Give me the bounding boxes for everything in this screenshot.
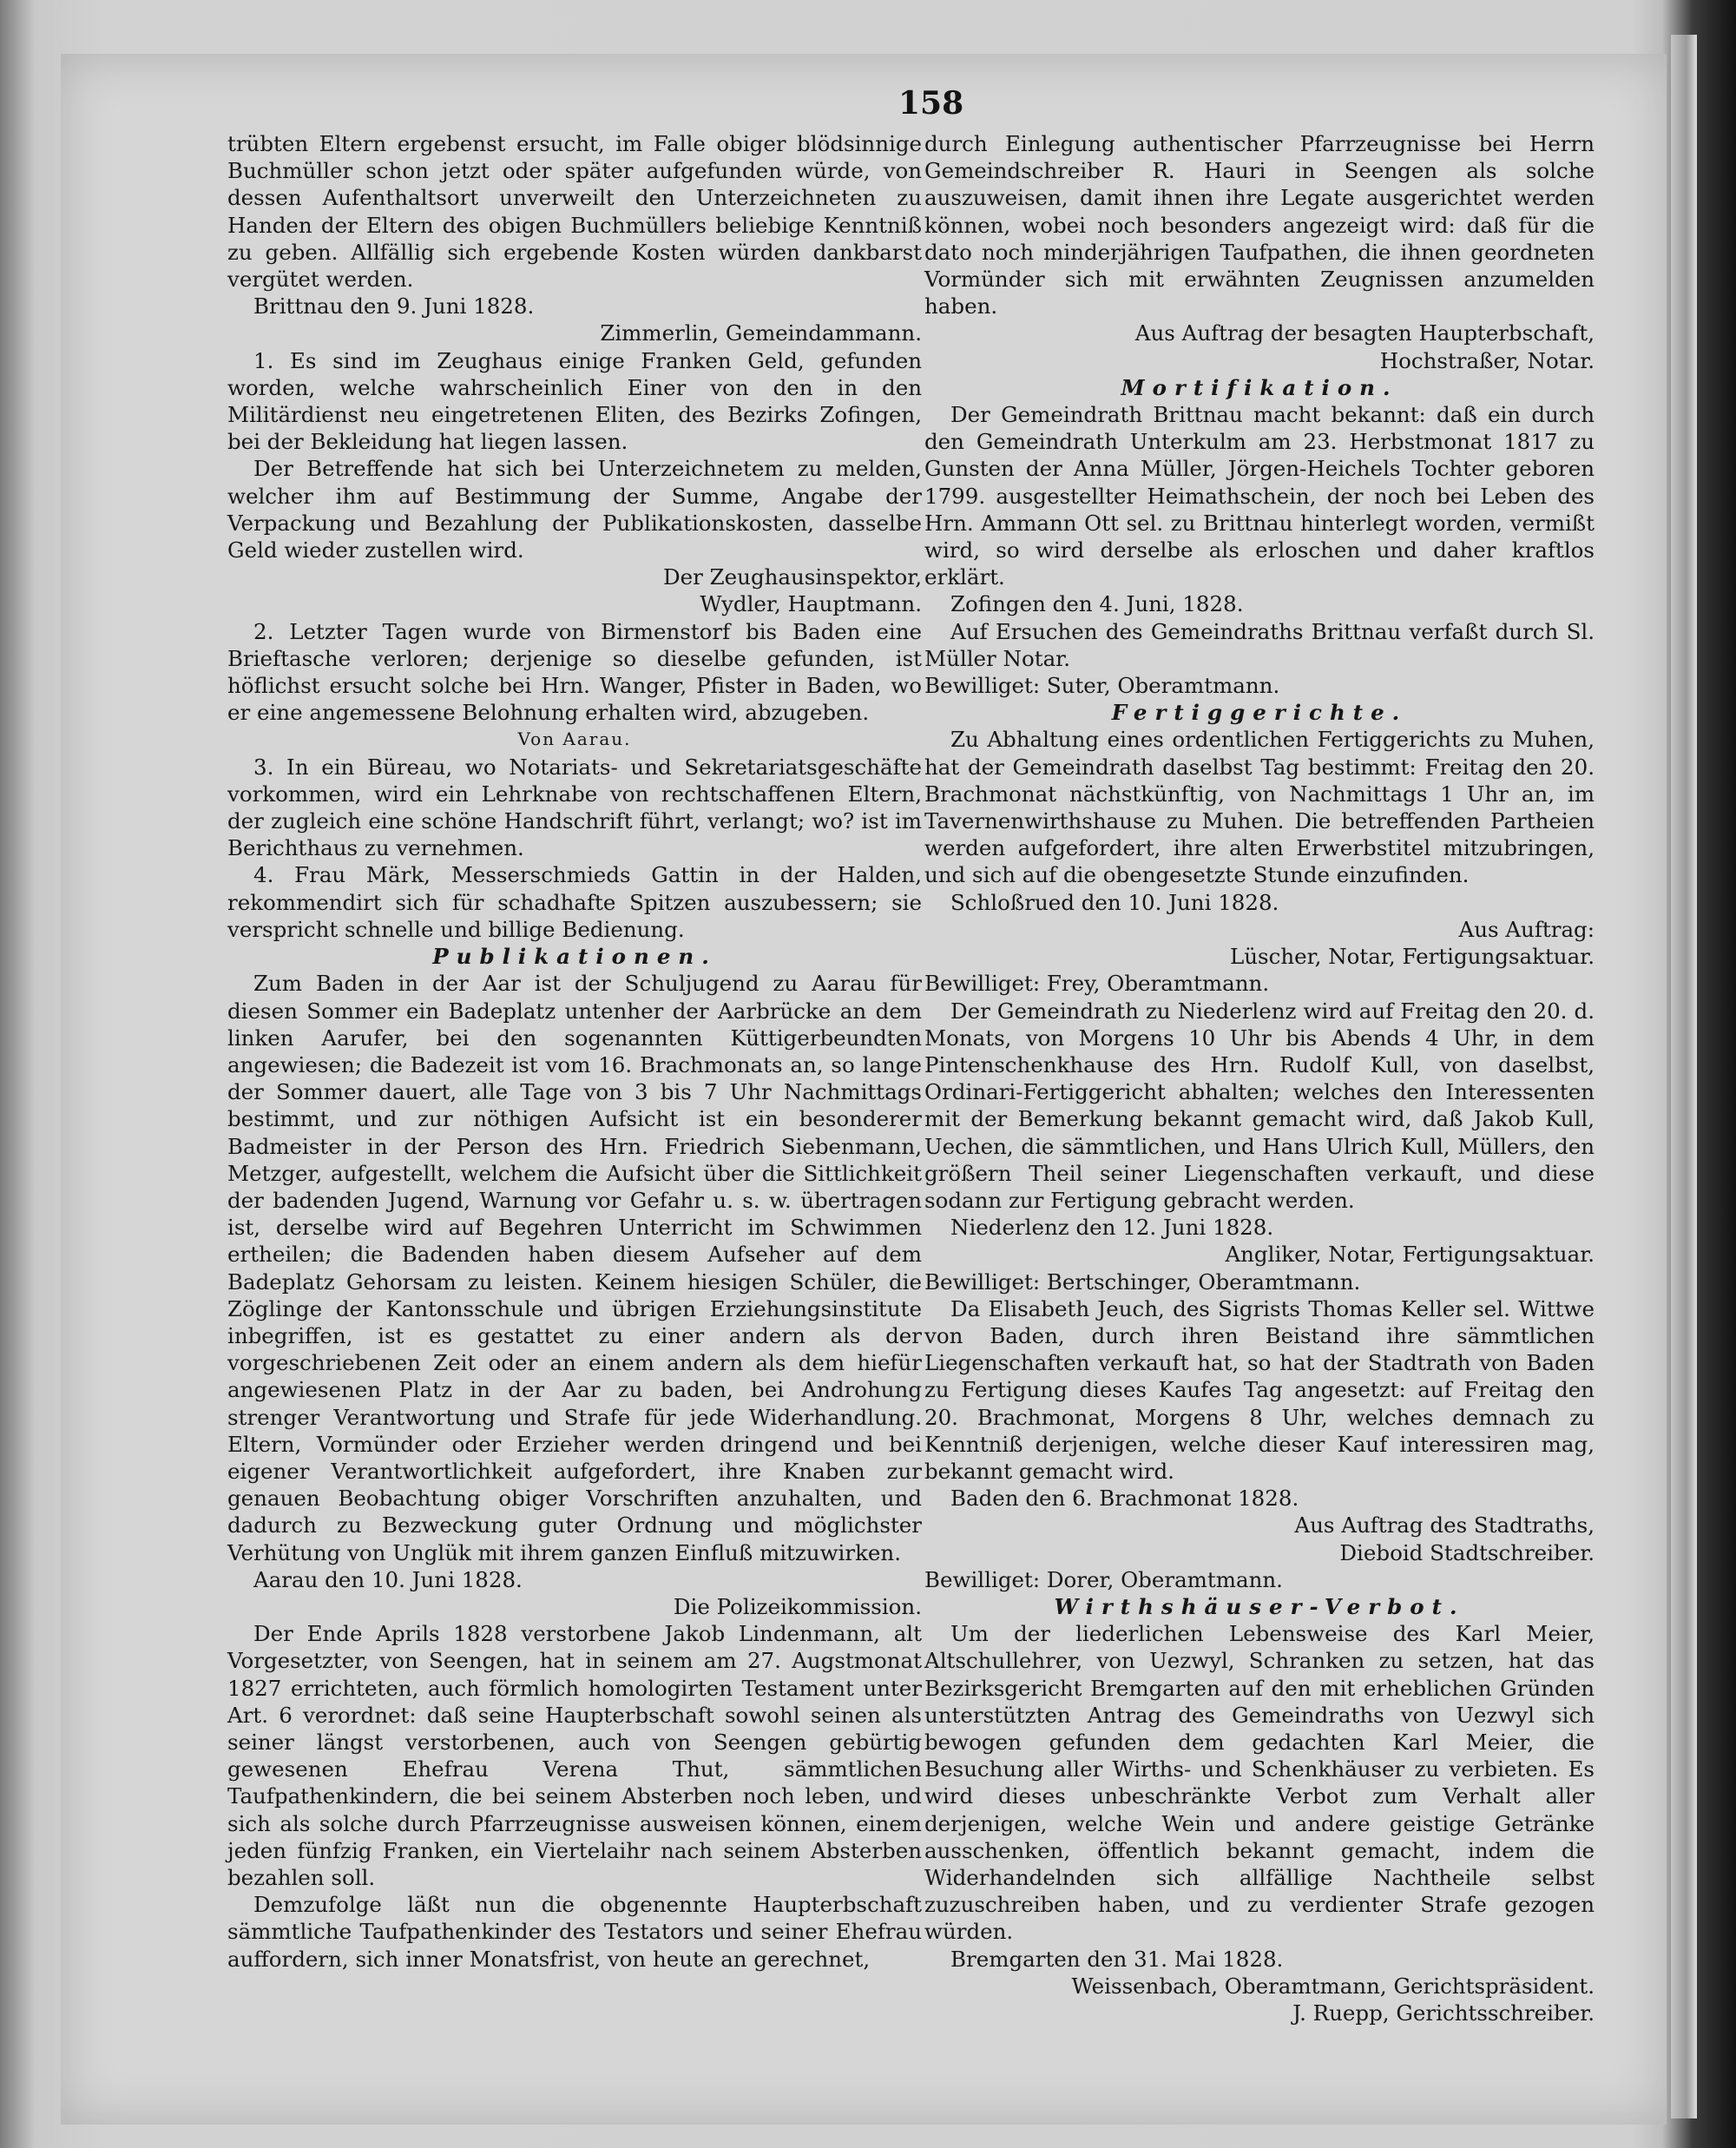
- approval-line: Bewilliget: Suter, Oberamtmann.: [924, 673, 1280, 699]
- right-column: [924, 130, 1595, 2026]
- signature: Die Polizeikommission.: [673, 1593, 922, 1619]
- approval-line: Bewilliget: Dorer, Oberamtmann.: [924, 1566, 1283, 1592]
- text-block: trübten Eltern ergebenst ersucht, im Falle obiger blödsinnige Buchmüller schon jetzt oder später aufgefunden würde, von dessen Aufenthaltsort unverweilt den Unterzeichneten zu Handen der Eltern des obigen Buchmüllers beliebige Kenntniß zu geben. Allfällig sich ergebende Kosten würden dankbarst vergütet werden.: [227, 131, 922, 293]
- notice-text: Auf Ersuchen des Gemeindraths Brittnau verfaßt durch Sl. Müller Notar.: [924, 618, 1595, 671]
- notice-text: Der Gemeindrath Brittnau macht bekannt: daß ein durch den Gemeindrath Unterkulm am 23. Herbstmonat 1817 zu Gunsten der Anna Müller, Jörgen-Heichels Tochter geboren 1799. ausgestellter Heimathschein, der noch bei Leben des Hrn. Ammann Ott sel. zu Brittnau hinterlegt worden, vermißt wird, so wird derselbe als erloschen und daher kraftlos erklärt.: [924, 402, 1595, 590]
- section-heading: Wirthshäuser-Verbot.: [1054, 1593, 1465, 1619]
- dateline: Brittnau den 9. Juni 1828.: [253, 293, 535, 320]
- text-block: durch Einlegung authentischer Pfarrzeugnisse bei Herrn Gemeindschreiber R. Hauri in Seengen als solche auszuweisen, damit ihnen ihre Legate ausgerichtet werden können, wobei noch besonders angezeigt wird: daß für die dato noch minderjährigen Taufpathen, die ihnen geordneten Vormünder sich mit erwähnten Zeugnissen anzumelden haben.: [924, 131, 1595, 320]
- signature: Zimmerlin, Gemeindammann.: [600, 320, 922, 346]
- section-heading: Fertiggerichte.: [1111, 700, 1408, 726]
- dateline: Zofingen den 4. Juni, 1828.: [950, 591, 1244, 617]
- notice-text: Der Gemeindrath zu Niederlenz wird auf Freitag den 20. d. Monats, von Morgens 10 Uhr bis Abends 4 Uhr, in dem Pintenschenkhause des Hrn. Rudolf Kull, von daselbst, Ordinari-Fertiggericht abhalten; welches den Interessenten mit der Bemerkung bekannt gemacht wird, daß Jakob Kull, Uechen, die sämmtlichen, und Hans Ulrich Kull, Müllers, den größern Theil seiner Liegenschaften verkauft, und diese sodann zur Fertigung gebracht werden.: [924, 998, 1595, 1213]
- approval-line: Bewilliget: Frey, Oberamtmann.: [924, 971, 1270, 997]
- notice-text: Zu Abhaltung eines ordentlichen Fertiggerichts zu Muhen, hat der Gemeindrath daselbst Tag bestimmt: Freitag den 20. Brachmonat nächstkünftig, von Nachmittags 1 Uhr an, im Tavernenwirthshause zu Muhen. Die betreffenden Partheien werden aufgefordert, ihre alten Erwerbstitel mitzubringen, und sich auf die obengesetzte Stunde einzufinden.: [924, 727, 1595, 888]
- signature: Aus Auftrag der besagten Haupterbschaft,: [1134, 320, 1595, 346]
- notice-text: Zum Baden in der Aar ist der Schuljugend zu Aarau für diesen Sommer ein Badeplatz untenher der Aarbrücke an dem linken Aarufer, bei den sogenannten Küttigerbeundten angewiesen; die Badezeit ist vom 16. Brachmonats an, so lange der Sommer dauert, alle Tage von 3 bis 7 Uhr Nachmittags bestimmt, und zur nöthigen Aufsicht ist ein besonderer Badmeister in der Person des Hrn. Friedrich Siebenmann, Metzger, aufgestellt, welchem die Aufsicht über die Sittlichkeit der badenden Jugend, Warnung vor Gefahr u. s. w. übertragen ist, derselbe wird auf Begehren Unterricht im Schwimmen ertheilen; die Badenden haben diesem Aufseher auf dem Badeplatz Gehorsam zu leisten. Keinem hiesigen Schüler, die Zöglinge der Kantonsschule und übrigen Erziehungsinstitute inbegriffen, ist es gestattet zu einer andern als der vorgeschriebenen Zeit oder an einem andern als dem hiefür angewiesenen Platz in der Aar zu baden, bei Androhung strenger Verantwortung und Strafe für jede Widerhandlung. Eltern, Vormünder oder Erzieher werden dringend und bei eigener Verantwortlichkeit aufgefordert, ihre Knaben zur genauen Beobachtung obiger Vorschriften anzuhalten, und dadurch zu Bezweckung guter Ordnung und möglichster Verhütung von Unglük mit ihrem ganzen Einfluß mitzuwirken.: [227, 971, 922, 1565]
- notice-text: 3. In ein Büreau, wo Notariats- und Sekretariatsgeschäfte vorkommen, wird ein Lehrknabe von rechtschaffenen Eltern, der zugleich eine schöne Handschrift führt, verlangt; wo? ist im Berichthaus zu vernehmen.: [227, 754, 922, 861]
- dateline: Niederlenz den 12. Juni 1828.: [950, 1215, 1274, 1241]
- dateline: Aarau den 10. Juni 1828.: [253, 1566, 523, 1592]
- section-heading: Mortifikation.: [1121, 374, 1398, 400]
- notice-text: Um der liederlichen Lebensweise des Karl Meier, Altschullehrer, von Uezwyl, Schranken zu setzen, hat das Bezirksgericht Bremgarten auf den mit erheblichen Gründen unterstützten Antrag des Gemeindraths von Uezwyl sich bewogen gefunden dem gedachten Karl Meier, die Besuchung aller Wirths- und Schenkhäuser zu verbieten. Es wird dieses unbeschränkte Verbot zum Verhalt aller derjenigen, welche Wein und andere geistige Getränke ausschenken, öffentlich bekannt gemacht, indem die Widerhandelnden sich allfällige Nachtheile selbst zuzuschreiben haben, und zu verdienter Strafe gezogen würden.: [924, 1621, 1595, 1945]
- signature: Aus Auftrag:: [1458, 916, 1595, 942]
- signature: Dieboid Stadtschreiber.: [1339, 1539, 1595, 1565]
- notice-text: 4. Frau Märk, Messerschmieds Gattin in der Halden, rekommendirt sich für schadhafte Spitzen auszubessern; sie verspricht schnelle und billige Bedienung.: [227, 862, 922, 942]
- signature: Hochstraßer, Notar.: [1379, 347, 1595, 373]
- signature: Angliker, Notar, Fertigungsaktuar.: [1225, 1242, 1595, 1268]
- left-column: [227, 130, 922, 1973]
- notice-text: 2. Letzter Tagen wurde von Birmenstorf bis Baden eine Brieftasche verloren; derjenige so dieselbe gefunden, ist höflichst ersucht solche bei Hrn. Wanger, Pfister in Baden, wo er eine angemessene Belohnung erhalten wird, abzugeben.: [227, 618, 922, 726]
- dateline: Baden den 6. Brachmonat 1828.: [950, 1486, 1299, 1512]
- section-heading: Publikationen.: [432, 944, 717, 970]
- notice-text: Der Betreffende hat sich bei Unterzeichnetem zu melden, welcher ihm auf Bestimmung der Summe, Angabe der Verpackung und Bezahlung der Publikationskosten, dasselbe Geld wieder zustellen wird.: [227, 456, 922, 563]
- dateline: Schloßrued den 10. Juni 1828.: [950, 889, 1279, 915]
- signature: Weissenbach, Oberamtmann, Gerichtspräsident.: [1071, 1973, 1595, 1999]
- signature: J. Ruepp, Gerichtsschreiber.: [1292, 2000, 1595, 2026]
- notice-text: Der Ende Aprils 1828 verstorbene Jakob Lindenmann, alt Vorgesetzter, von Seengen, hat in seinem am 27. Augstmonat 1827 errichteten, auch förmlich homologirten Testament unter Art. 6 verordnet: daß seine Haupterbschaft sowohl seinen als seiner längst verstorbenen, auch von Seengen gebürtig gewesenen Ehefrau Verena Thut, sämmtlichen Taufpathenkindern, die bei seinem Absterben noch leben, und sich als solche durch Pfarrzeugnisse ausweisen können, einem jeden fünfzig Franken, ein Viertelaihr nach seinem Absterben bezahlen soll.: [227, 1621, 922, 1890]
- signature: Der Zeughausinspektor,: [663, 564, 922, 590]
- notice-text: Demzufolge läßt nun die obgenennte Haupterbschaft sämmtliche Taufpathenkinder des Testators und seiner Ehefrau auffordern, sich inner Monatsfrist, von heute an gerechnet,: [227, 1892, 922, 1972]
- place-heading: Von Aarau.: [517, 728, 632, 750]
- signature: Aus Auftrag des Stadtraths,: [1294, 1512, 1595, 1539]
- signature: Lüscher, Notar, Fertigungsaktuar.: [1230, 944, 1595, 970]
- next-page-edge: [1671, 35, 1697, 2118]
- notice-text: Da Elisabeth Jeuch, des Sigrists Thomas Keller sel. Wittwe von Baden, durch ihren Beistand ihre sämmtlichen Liegenschaften verkauft hat, so hat der Stadtrath von Baden zu Fertigung dieses Kaufes Tag angesetzt: auf Freitag den 20. Brachmonat, Morgens 8 Uhr, welches demnach zu Kenntniß derjenigen, welche dieser Kauf interessiren mag, bekannt gemacht wird.: [924, 1295, 1595, 1484]
- approval-line: Bewilliget: Bertschinger, Oberamtmann.: [924, 1268, 1361, 1295]
- page-number: 158: [898, 85, 964, 122]
- notice-text: 1. Es sind im Zeughaus einige Franken Geld, gefunden worden, welche wahrscheinlich Einer von den in den Militärdienst neu eingetretenen Eliten, des Bezirks Zofingen, bei der Bekleidung hat liegen lassen.: [227, 347, 922, 455]
- dateline: Bremgarten den 31. Mai 1828.: [950, 1946, 1284, 1972]
- signature: Wydler, Hauptmann.: [700, 591, 922, 617]
